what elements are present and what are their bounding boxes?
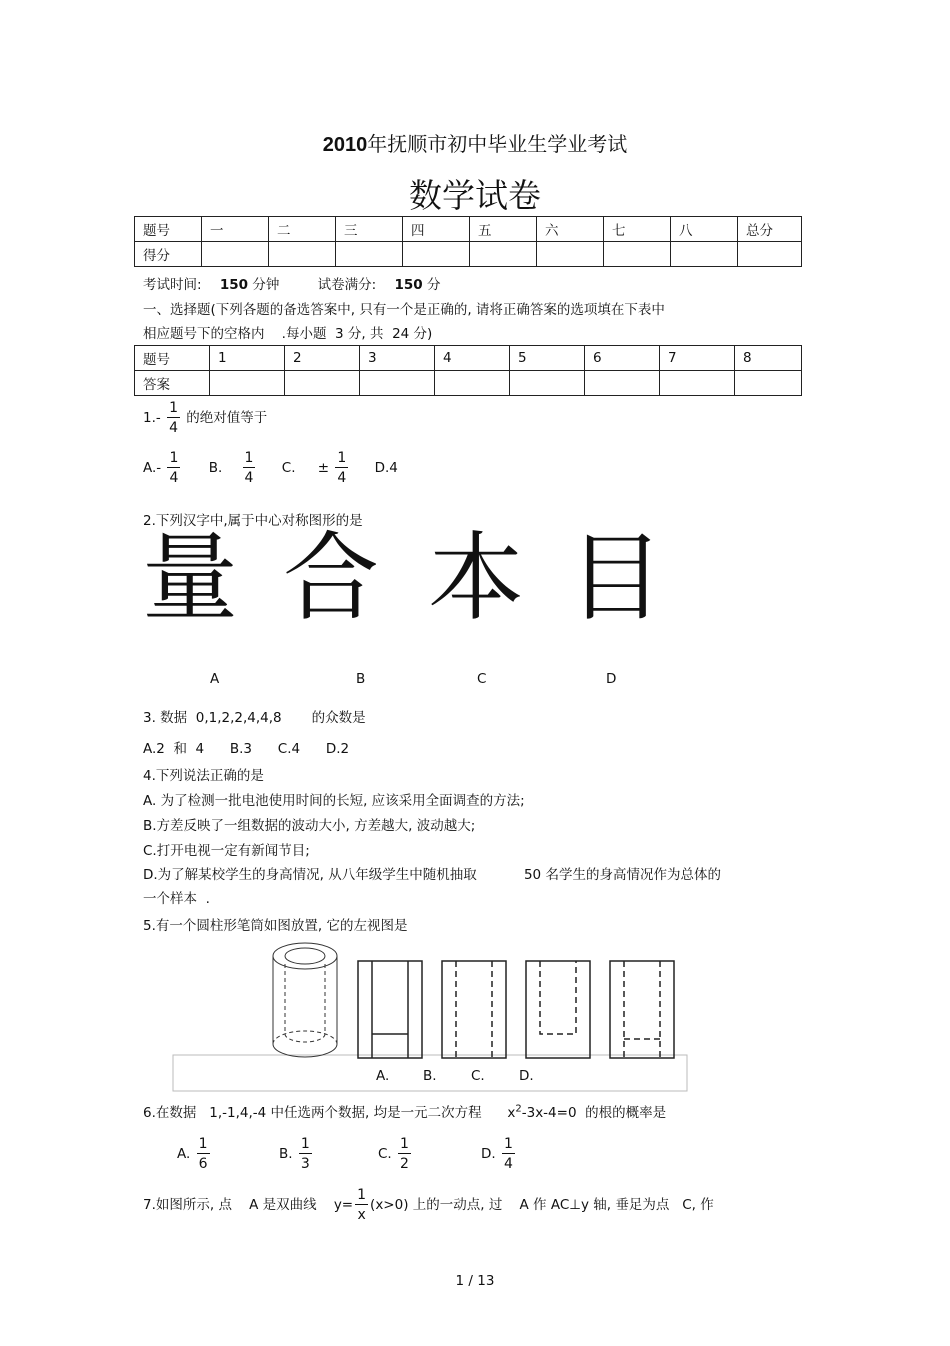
- score-cell: 三: [336, 217, 403, 242]
- score-cell: 四: [403, 217, 470, 242]
- answer-cell: 题号: [135, 346, 210, 371]
- q4-option-a: A. 为了检测一批电池使用时间的长短, 应该采用全面调查的方法;: [143, 793, 525, 809]
- answer-table: [134, 345, 802, 396]
- q1-suffix: 的绝对值等于: [186, 410, 268, 426]
- frac-num: 1: [244, 450, 254, 466]
- frac-den: 4: [244, 470, 254, 486]
- q7-stem: [143, 1188, 714, 1222]
- frac-num: 1: [337, 450, 347, 466]
- answer-blank[interactable]: [360, 371, 435, 396]
- q6-option-c: [378, 1137, 413, 1171]
- answer-blank[interactable]: [435, 371, 510, 396]
- q7-stem-a: 7.如图所示, 点 A 是双曲线 y=: [143, 1197, 354, 1213]
- answer-cell: 6: [585, 346, 660, 371]
- q1-options: [143, 451, 398, 485]
- q4-option-c: C.打开电视一定有新闻节目;: [143, 843, 310, 859]
- full-unit: 分: [426, 277, 441, 293]
- q5-view-b: [442, 961, 506, 1058]
- frac-den: 4: [337, 470, 347, 486]
- frac-num: 1: [400, 1136, 409, 1152]
- answer-cell: 8: [735, 346, 802, 371]
- q4-option-d-line2: 一个样本 .: [143, 891, 210, 907]
- q4-option-d-line1: D.为了解某校学生的身高情况, 从八年级学生中随机抽取 50 名学生的身高情况作为总体的: [143, 867, 721, 883]
- q1-stem: [143, 401, 267, 435]
- q5-view-a: [358, 961, 422, 1058]
- q3-options: A.2 和 4 B.3 C.4 D.2: [143, 741, 350, 757]
- q2-label-c: C: [477, 671, 487, 687]
- answer-cell: 2: [285, 346, 360, 371]
- answer-cell: 7: [660, 346, 735, 371]
- q6-var-x: x: [507, 1105, 516, 1121]
- answer-cell: 3: [360, 346, 435, 371]
- exam-info: [143, 273, 440, 293]
- frac-den: 3: [300, 1156, 310, 1172]
- frac-num: 1: [357, 1187, 367, 1203]
- q2-label-b: B: [356, 671, 366, 687]
- frac-den: x: [357, 1207, 366, 1223]
- exam-year: 2010: [322, 134, 368, 156]
- q6-opt-d-label: D.: [481, 1146, 496, 1162]
- q5-view-d: [610, 961, 674, 1058]
- q6-option-a: [177, 1137, 212, 1171]
- score-cell: 总分: [738, 217, 802, 242]
- q6-opt-c-label: C.: [378, 1146, 392, 1162]
- score-blank[interactable]: [671, 242, 738, 267]
- frac-num: 1: [169, 400, 178, 416]
- score-blank[interactable]: [738, 242, 802, 267]
- q2-stem: 2.下列汉字中,属于中心对称图形的是: [143, 513, 363, 529]
- q6-stem: [143, 1101, 666, 1121]
- answer-blank[interactable]: [285, 371, 360, 396]
- q5-label-d: D.: [519, 1068, 534, 1084]
- q2-char-c: 本: [428, 522, 524, 634]
- q6-opt-a-label: A.: [177, 1146, 191, 1162]
- answer-blank[interactable]: [510, 371, 585, 396]
- q6-opt-b-label: B.: [279, 1146, 293, 1162]
- q1-prefix: 1.-: [143, 410, 161, 426]
- frac-num: 1: [198, 1136, 208, 1152]
- q1-opt-c-sign: ±: [317, 460, 330, 476]
- score-cell: 得分: [135, 242, 202, 267]
- exam-title: [0, 128, 950, 157]
- answer-cell: 1: [210, 346, 285, 371]
- q6-opt-d-frac: [502, 1137, 515, 1171]
- q6-opt-b-frac: [299, 1137, 312, 1171]
- score-blank[interactable]: [537, 242, 604, 267]
- score-blank[interactable]: [470, 242, 537, 267]
- answer-blank[interactable]: [660, 371, 735, 396]
- exam-title-text: 年抚顺市初中毕业生学业考试: [367, 132, 628, 156]
- q6-opt-a-frac: [197, 1137, 210, 1171]
- answer-blank[interactable]: [735, 371, 802, 396]
- q2-label-a: A: [210, 671, 220, 687]
- q1-opt-d: D.4: [374, 460, 398, 476]
- q1-opt-b: B.: [208, 460, 223, 476]
- subject-title: 数学试卷: [409, 176, 541, 215]
- q1-opt-b-frac: [243, 451, 256, 485]
- q2-char-b: 合: [283, 522, 379, 634]
- answer-cell: 5: [510, 346, 585, 371]
- q4-stem: 4.下列说法正确的是: [143, 768, 264, 784]
- time-label: 考试时间:: [143, 277, 202, 293]
- q4-option-b: B.方差反映了一组数据的波动大小, 方差越大, 波动越大;: [143, 818, 476, 834]
- q5-view-c: [526, 961, 590, 1058]
- q5-label-c: C.: [471, 1068, 485, 1084]
- frac-num: 1: [503, 1136, 513, 1152]
- answer-table-answer-row: [135, 371, 802, 396]
- q6-opt-c-frac: [398, 1137, 411, 1171]
- q5-stem: 5.有一个圆柱形笔筒如图放置, 它的左视图是: [143, 918, 408, 934]
- q1-opt-a: A.-: [143, 460, 162, 476]
- score-blank[interactable]: [202, 242, 269, 267]
- q2-char-a: 量: [142, 522, 238, 634]
- q6-option-b: [279, 1137, 314, 1171]
- q6-stem-a: 6.在数据 1,-1,4,-4 中任选两个数据, 均是一元二次方程: [143, 1105, 482, 1121]
- q6-stem-b: -3x-4=0 的根的概率是: [521, 1105, 667, 1121]
- score-blank[interactable]: [403, 242, 470, 267]
- page-number: 1 / 13: [455, 1273, 495, 1289]
- frac-den: 4: [169, 470, 179, 486]
- score-blank[interactable]: [269, 242, 336, 267]
- q5-label-b: B.: [423, 1068, 437, 1084]
- frac-den: 4: [503, 1156, 513, 1172]
- answer-blank[interactable]: [210, 371, 285, 396]
- frac-num: 1: [300, 1136, 310, 1152]
- score-table: [134, 216, 802, 267]
- q5-label-a: A.: [376, 1068, 390, 1084]
- section1-instructions-line2: 相应题号下的空格内 .每小题 3 分, 共 24 分): [143, 326, 433, 342]
- q7-stem-b: (x>0) 上的一动点, 过 A 作 AC⊥y 轴, 垂足为点 C, 作: [370, 1197, 714, 1213]
- score-cell: 题号: [135, 217, 202, 242]
- q1-opt-c: C.: [281, 460, 296, 476]
- full-value: 150: [394, 277, 423, 293]
- q6-exponent: 2: [515, 1103, 522, 1115]
- q7-fraction: [355, 1188, 368, 1222]
- score-cell: 七: [604, 217, 671, 242]
- score-table-score-row: [135, 242, 802, 267]
- score-cell: 五: [470, 217, 537, 242]
- answer-blank[interactable]: [585, 371, 660, 396]
- score-cell: 六: [537, 217, 604, 242]
- time-value: 150: [219, 277, 249, 293]
- score-table-header-row: [135, 217, 802, 242]
- score-cell: 二: [269, 217, 336, 242]
- score-cell: 八: [671, 217, 738, 242]
- q1-fraction: [167, 401, 180, 435]
- full-label: 试卷满分:: [317, 277, 377, 293]
- score-blank[interactable]: [336, 242, 403, 267]
- q1-opt-a-frac: [167, 451, 180, 485]
- frac-den: 6: [198, 1156, 208, 1172]
- frac-den: 2: [400, 1156, 409, 1172]
- q3-stem: 3. 数据 0,1,2,2,4,4,8 的众数是: [143, 710, 366, 726]
- answer-cell: 答案: [135, 371, 210, 396]
- section1-instructions-line1: 一、选择题(下列各题的备选答案中, 只有一个是正确的, 请将正确答案的选项填在下表中: [143, 302, 665, 318]
- frac-num: 1: [169, 450, 179, 466]
- time-unit: 分钟: [252, 277, 280, 293]
- q6-option-d: [481, 1137, 517, 1171]
- q2-label-d: D: [606, 671, 617, 687]
- score-cell: 一: [202, 217, 269, 242]
- q2-char-d: 目: [568, 522, 664, 634]
- q1-opt-c-frac: [335, 451, 348, 485]
- cylinder-penholder: [273, 943, 337, 1057]
- frac-den: 4: [169, 420, 178, 436]
- answer-cell: 4: [435, 346, 510, 371]
- score-blank[interactable]: [604, 242, 671, 267]
- answer-table-header-row: [135, 346, 802, 371]
